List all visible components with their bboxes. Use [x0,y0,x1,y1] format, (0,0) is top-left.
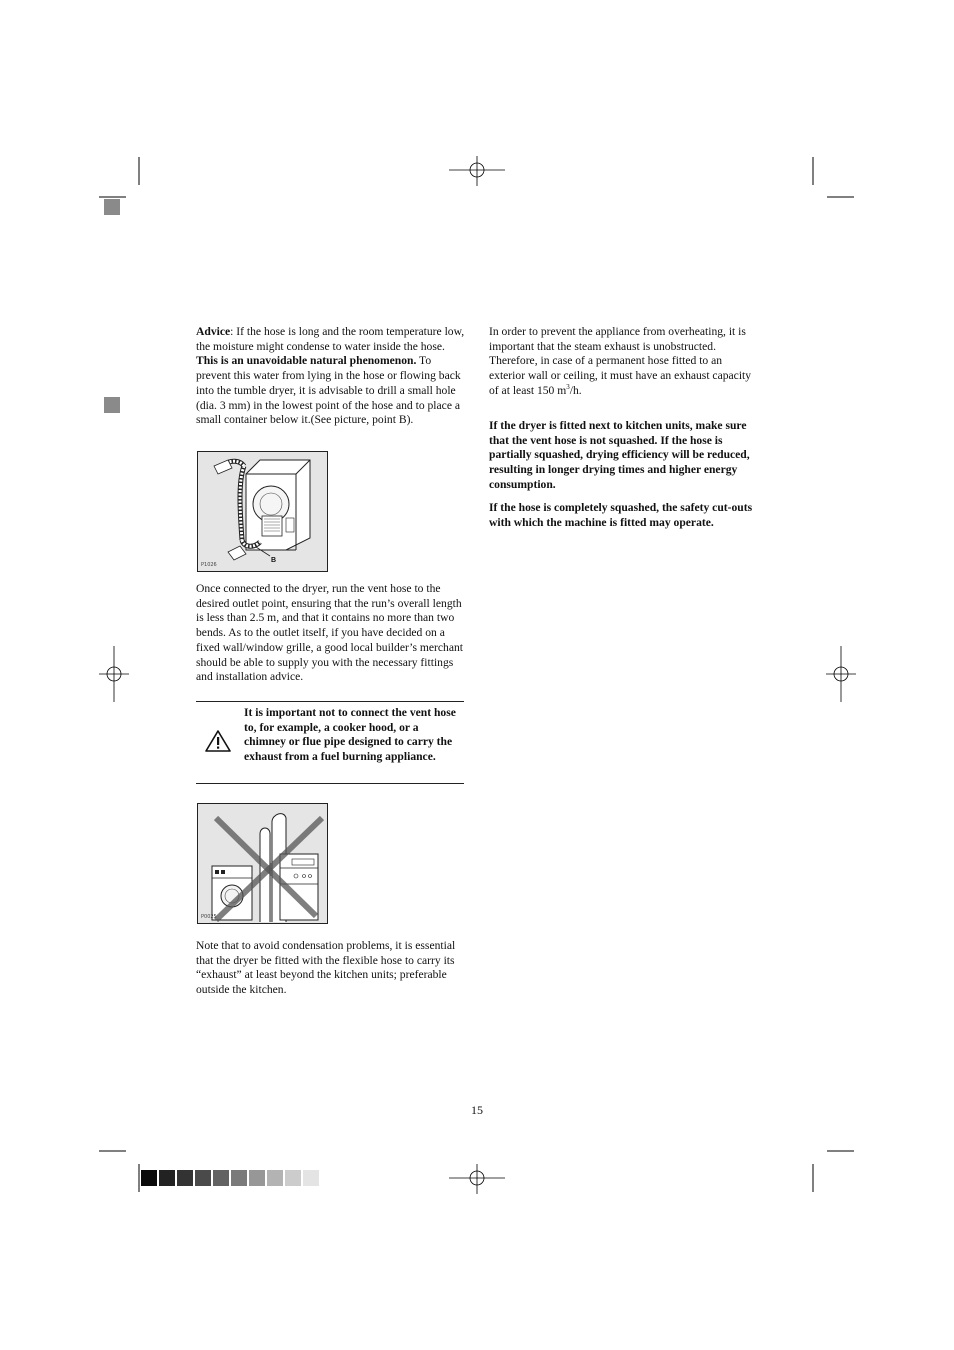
registration-mark-bottom [449,1164,505,1194]
warning-box [196,701,464,784]
figure1-code: P1026 [201,562,217,568]
overheating-paragraph [489,325,759,399]
squashed-hose-paragraph: If the hose is completely squashed, the safety cut-outs with which the machine is fitted may operate. [489,501,753,529]
advice-paragraph [196,325,466,428]
kitchen-hose-illustration [198,804,327,923]
color-swatch [213,1170,229,1186]
dryer-hose-figure [197,451,328,572]
note-paragraph: Note that to avoid condensation problems, it is essential that the dryer be fitted with the flexible hose to carry its “exhaust” at least beyond the kitchen units; preferable outside the kitchen. [196,939,456,997]
side-marker-top [104,199,120,215]
overheating-text: In order to prevent the appliance from overheating, it is important that the steam exhaust is unobstructed. Therefore, in case of a permanent hose fitted to an exterior wall or ceiling, it must have an exhaust capacity of at least 150 m [489,325,752,397]
kitchen-units-paragraph: If the dryer is fitted next to kitchen units, make sure that the vent hose is not squashed. If the hose is partially squashed, drying efficiency will be reduced, resulting in longer drying times and higher energy consumption. [489,419,750,491]
cubic-superscript: 3 [566,382,570,391]
color-swatch [249,1170,265,1186]
advice-label: Advice [196,325,231,338]
advice-bold-text: This is an unavoidable natural phenomenon. [196,354,417,368]
color-swatch [231,1170,247,1186]
page-number: 15 [471,1103,483,1117]
color-swatch [303,1170,319,1186]
registration-mark-left [99,646,129,702]
color-swatch [267,1170,283,1186]
dryer-hose-illustration [198,452,327,571]
figure2-code: P0025 [201,914,217,920]
connection-paragraph: Once connected to the dryer, run the vent hose to the desired outlet point, ensuring that the run’s overall length is less than 2.5 m, and that it contains no more than two bends. As to the outlet itself, if you have decided on a fixed wall/window grille, a good local builder’s merchant should be able to supply you with the necessary fittings and installation advice. [196,582,464,684]
warning-text: It is important not to connect the vent hose to, for example, a cooker hood, or a chimney or flue pipe designed to carry the exhaust from a fuel burning appliance. [244,706,456,764]
registration-mark-right [826,646,856,702]
side-marker-middle [104,397,120,413]
overheating-unit: /h. [569,383,582,397]
color-swatch [141,1170,157,1186]
color-swatch [159,1170,175,1186]
color-swatch [195,1170,211,1186]
color-swatch [285,1170,301,1186]
advice-text-continued: To prevent this water from lying in the hose or flowing back into the tumble dryer, it is advisable to drill a small hole (dia. 3 mm) in the lowest point of the hose and to place a small container below it.(See picture, point B). [196,354,461,427]
color-swatch [177,1170,193,1186]
point-b-label: B [271,557,277,564]
registration-mark-top [449,156,505,186]
warning-triangle-icon [205,729,231,753]
kitchen-hose-figure [197,803,328,924]
advice-text: : If the hose is long and the room temperature low, the moisture might condense to water inside the hose. [196,325,465,353]
